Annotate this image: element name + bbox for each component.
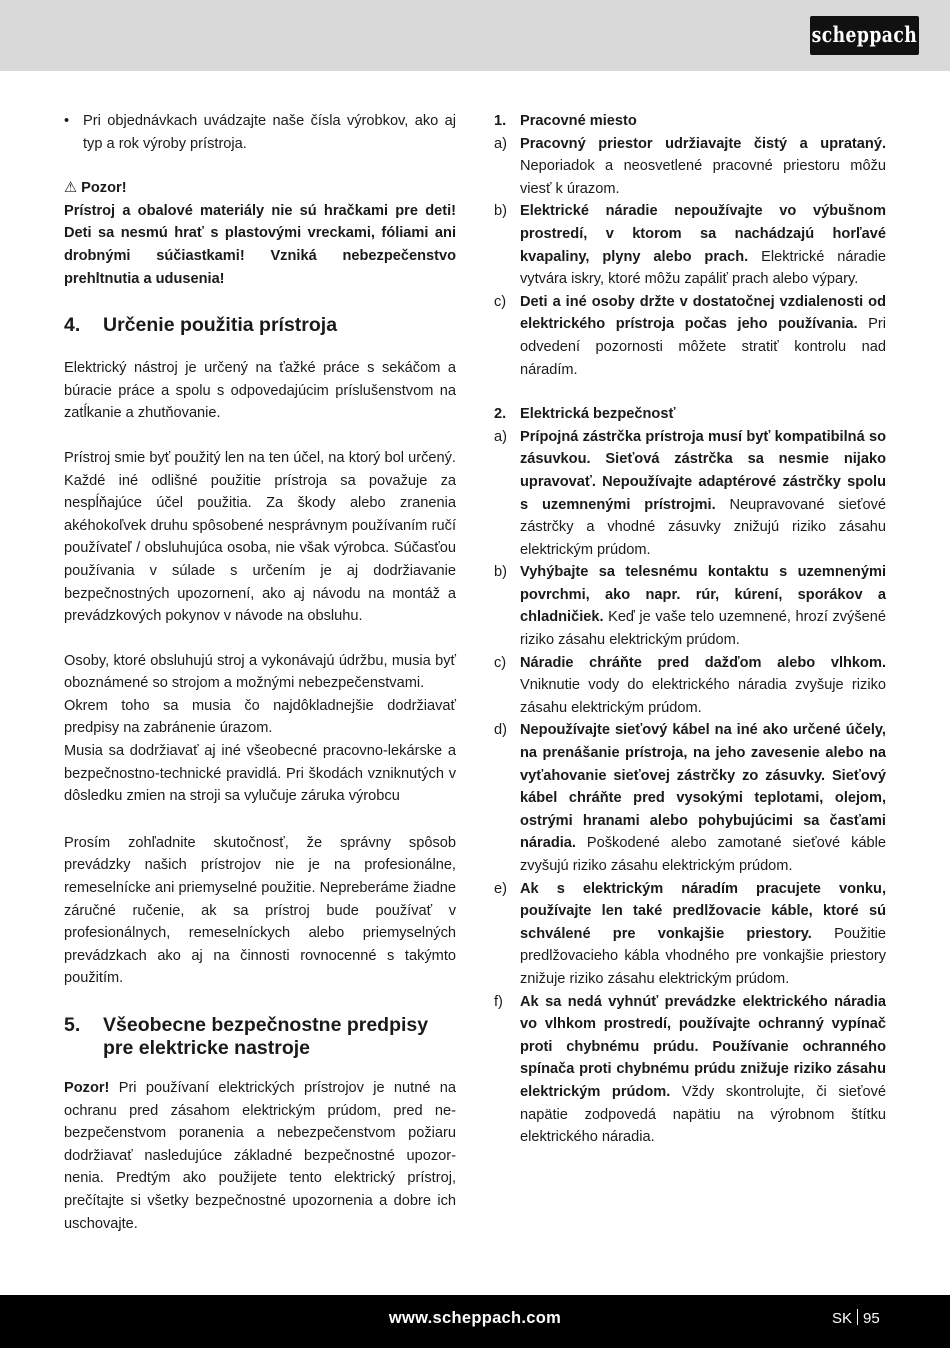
section-5-paragraph: Pozor! Pri používaní elektrických prístrojov je nutné na ochranu pred zásahom elektrickým prúdom, pred ne-bezpečenstvom poranenia a nebezpečenstvom požiaru dodržiavať nasledujúce základné bezpečnostné upozor-nenia. Predtým ako použijete tento elektrický prístroj, prečítajte si všetky bezpečnostné upozornenia a dobre ich uschovajte. (64, 1080, 456, 1232)
list-item: f) Ak sa nedá vyhnúť prevádzke elektrického náradia vo vlhkom prostredí, používajte ochranný vypínač proti chybnému prúdu. Používanie ochranného spínača proti chybnému prúdu znižuje riziko zásahu elektrickým prúdom. Vždy skontrolujte, či sieťové napätie zodpovedá napätiu na výrobnom štítku elektrického náradia. (494, 993, 887, 1146)
section-4-paragraph: Prosím zohľadnite skutočnosť, že správny spôsob prevádzky našich prístrojov nie je na profesionálne, remeselnícke ani priemyselné použitie. Nepreberáme žiadne záručné ručenie, ak sa prístroj bude používať v profesionálnych, remeselníckych alebo priemyselných prevádzkach ako aj na činnosti rovnocenné s takýmto použitím. (64, 834, 456, 987)
header-band (0, 0, 950, 71)
section-4-heading: 4. Určenie použitia prístroja (64, 314, 338, 337)
list-item: c) Náradie chráňte pred dažďom alebo vlhkom. Vniknutie vody do elektrického náradia zvyšuje riziko zásahu elektrickým prúdom. (494, 654, 886, 716)
section-4-paragraph: Osoby, ktoré obsluhujú stroj a vykonávajú údržbu, musia byť oboznámené so strojom a možnými nebezpečenstvami. (64, 652, 456, 692)
warning-triangle-icon: ⚠ (64, 180, 78, 197)
list-item: b) Elektrické náradie nepoužívajte vo výbušnom prostredí, v ktorom sa nachádzajú horľavé kvapaliny, plyny alebo prach. Elektrické náradie vytvára iskry, ktoré môžu zapáliť prach alebo výpary. (494, 203, 886, 288)
list-item: b) Vyhýbajte sa telesnému kontaktu s uzemnenými povrchmi, ako napr. rúr, kúrení, sporákov a chladničiek. Keď je vaše telo uzemnené, hrozí zvýšené riziko zásahu elektrickým prúdom. (494, 564, 886, 649)
scheppach-logo: scheppach (810, 16, 919, 55)
subsection-2-heading: 2. Elektrická bezpečnosť (494, 406, 676, 423)
section-4-paragraph: Musia sa dodržiavať aj iné všeobecné pracovno-lekárske a bezpečnostno-technické pravidlá. Pri škodách vzniknutých v dôsledku zmien na stroji sa vylučuje záruka výrobcu (64, 743, 456, 805)
list-item: c) Deti a iné osoby držte v dostatočnej vzdialenosti od elektrického prístroja počas jeho používania. Pri odvedení pozornosti môžete stratiť kontrolu nad náradím. (494, 293, 887, 378)
bullet-item: • Pri objednávkach uvádzajte naše čísla výrobkov, ako aj typ a rok výroby prístroja. (64, 110, 456, 155)
right-column (494, 110, 886, 1149)
left-column (64, 110, 456, 1235)
section-4-paragraph: Okrem toho sa musia čo najdôkladnejšie dodržiavať predpisy na zabránenie úrazom. (64, 697, 456, 737)
list-item: a) Prípojná zástrčka prístroja musí byť kompatibilná so zásuvkou. Sieťová zástrčka sa nesmie nijako upravovať. Nepoužívajte adaptérové zástrčky spolu s uzemnenými prístrojmi. Neupravované sieťové zástrčky a vhodné zásuvky znižujú riziko zásahu elektrickým prúdom. (494, 428, 886, 558)
list-item: e) Ak s elektrickým náradím pracujete vonku, používajte len také predlžovacie káble, ktoré sú schválené pre vonkajšie priestory. Použitie predlžovacieho kábla vhodného pre vonkajšie priestory znižuje riziko zásahu elektrickým prúdom. (494, 880, 886, 987)
bullet-dot: • (64, 113, 70, 129)
list-item: d) Nepoužívajte sieťový kábel na iné ako určené účely, na prenášanie prístroja, na jeho zavesenie alebo na vyťahovanie sieťovej zástrčky zo zásuvky. Sieťový kábel chráňte pred vysokými teplotami, olejom, ostrými hranami alebo pohybujúcimi sa časťami náradia. Poškodené alebo zamotané sieťové káble zvyšujú riziko zásahu elektrickým prúdom. (494, 722, 886, 874)
subsection-1-heading: 1. Pracovné miesto (494, 113, 637, 129)
caution-text: Prístroj a obalové materiály nie sú hračkami pre deti! Deti sa nesmú hrať s plastovými vreckami, fóliami ani drobnými súčiastkami! Vzniká nebezpečenstvo prehltnutia a udusenia! (64, 202, 456, 287)
caution-title: ⚠ Pozor! (64, 180, 127, 197)
page-number: SK 95 (832, 1310, 880, 1327)
section-5-heading: 5. Všeobecne bezpečnostne predpisy pre elektricke nastroje (64, 1014, 429, 1059)
footer-url[interactable]: www.scheppach.com (388, 1309, 562, 1327)
list-item: a) Pracovný priestor udržiavajte čistý a uprataný. Neporiadok a neosvetlené pracovné priestoru môžu viesť k úrazom. (494, 135, 886, 197)
section-4-paragraph: Prístroj smie byť použitý len na ten účel, na ktorý bol určený. Každé iné odlišné použitie prístroja sa považuje za nespĺňajúce účel použitia. Za škody alebo zranenia akéhokoľvek druhu spôsobené nesprávnym používaním ručí používateľ / obsluhujúca osoba, nie však výrobca. Súčasťou používania v súlade s určením je aj dodržiavanie bezpečnostných upozornení, ako aj návodu na montáž a prevádzkových pokynov v návode na obsluhu. (64, 449, 456, 625)
section-4-paragraph: Elektrický nástroj je určený na ťažké práce s sekáčom a búracie práce a spolu s odpovedajúcim príslušenstvom na zatĺkanie a zhutňovanie. (64, 360, 456, 422)
